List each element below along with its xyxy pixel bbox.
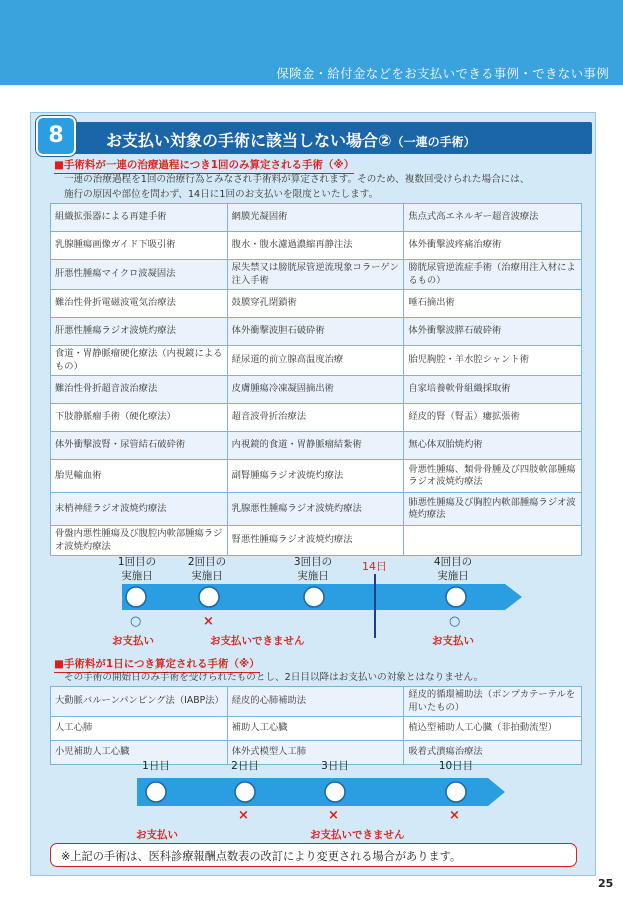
table-cell: 焦点式高エネルギー超音波療法 bbox=[404, 204, 582, 232]
tl1-label-2: 2回目の 実施日 bbox=[187, 556, 227, 582]
part2-description: その手術の開始日のみ手術を受けられたものとし、2日目以降はお支払いの対象とはなりません。 bbox=[64, 672, 484, 683]
table-cell: 尿失禁又は膀胱尿管逆流現象コラーゲン注入手術 bbox=[227, 260, 404, 290]
table-cell: 経皮的腎（腎盂）瘻拡張術 bbox=[404, 404, 582, 432]
table-cell: 難治性骨折超音波治療法 bbox=[51, 376, 228, 404]
part2-table bbox=[50, 686, 582, 765]
table-cell: 体外式模型人工肺 bbox=[227, 741, 404, 765]
table-cell: 乳腺腫瘍画像ガイド下吸引術 bbox=[51, 232, 228, 260]
table-cell: 内視鏡的食道・胃静脈瘤結紮術 bbox=[227, 432, 404, 460]
tl2-label-2: 2日目 bbox=[231, 760, 259, 772]
tl2-event-3 bbox=[325, 782, 345, 802]
tl1-ng-mark-2: × bbox=[203, 614, 214, 629]
part1-heading: ■手術料が一連の治療過程につき1回のみ算定される手術（※） bbox=[54, 157, 354, 174]
table-cell: 補助人工心臓 bbox=[227, 717, 404, 741]
table-cell: 経皮的循環補助法（ポンプカテーテルを用いたもの） bbox=[404, 687, 582, 717]
table-cell: 下肢静脈瘤手術（硬化療法） bbox=[51, 404, 228, 432]
part1-desc-line1: 一連の治療過程を1回の治療行為とみなされ手術料が算定されます。そのため、複数回受けられた場合には、 bbox=[64, 174, 530, 185]
page-number: 25 bbox=[598, 877, 614, 890]
section-subtitle: （一連の手術） bbox=[391, 135, 476, 149]
tl1-event-2 bbox=[199, 587, 219, 607]
table-cell: 自家培養軟骨組織採取術 bbox=[404, 376, 582, 404]
table-cell: 超音波骨折治療法 bbox=[227, 404, 404, 432]
tl1-event-1 bbox=[126, 587, 146, 607]
tl1-pay-4: お支払い bbox=[432, 635, 474, 647]
table-cell: 膀胱尿管逆流症手術（治療用注入材によるもの） bbox=[404, 260, 582, 290]
table-cell: 唾石摘出術 bbox=[404, 290, 582, 318]
tl1-ok-mark-1: ○ bbox=[130, 614, 142, 629]
part2-heading: ■手術料が1日につき算定される手術（※） bbox=[54, 656, 260, 673]
tl2-label-4: 10日目 bbox=[438, 760, 474, 772]
table-cell: 肝悪性腫瘍マイクロ波凝固法 bbox=[51, 260, 228, 290]
tl1-label-1: 1回目の 実施日 bbox=[117, 556, 157, 582]
table-cell: 体外衝撃波疼痛治療術 bbox=[404, 232, 582, 260]
table-cell: 末梢神経ラジオ波焼灼療法 bbox=[51, 493, 228, 526]
footnote: ※上記の手術は、医科診療報酬点数表の改訂により変更される場合があります。 bbox=[50, 843, 577, 867]
tl2-label-3: 3日目 bbox=[321, 760, 349, 772]
table-cell: 植込型補助人工心臓（非拍動流型） bbox=[404, 717, 582, 741]
tl2-label-1: 1日目 bbox=[142, 760, 170, 772]
table-cell: 吸着式潰瘍治療法 bbox=[404, 741, 582, 765]
table-cell: 皮膚腫瘍冷凍凝固摘出術 bbox=[227, 376, 404, 404]
part1-desc-line2: 施行の原因や部位を問わず、14日に1回のお支払いを限度といたします。 bbox=[64, 189, 379, 200]
table-cell: 無心体双胎焼灼術 bbox=[404, 432, 582, 460]
table-cell: 肝悪性腫瘍ラジオ波焼灼療法 bbox=[51, 318, 228, 346]
table-cell: 体外衝撃波膵石破砕術 bbox=[404, 318, 582, 346]
tl1-label-4: 4回目の 実施日 bbox=[433, 556, 473, 582]
table-cell: 骨悪性腫瘍、類骨骨腫及び四肢軟部腫瘍ラジオ波焼灼療法 bbox=[404, 460, 582, 493]
table-cell: 体外衝撃波胆石破砕術 bbox=[227, 318, 404, 346]
table-cell: 人工心肺 bbox=[51, 717, 228, 741]
tl1-ok-mark-4: ○ bbox=[449, 614, 461, 629]
table-cell: 骨盤内悪性腫瘍及び腹腔内軟部腫瘍ラジオ波焼灼療法 bbox=[51, 526, 228, 556]
table-cell: 経皮的心肺補助法 bbox=[227, 687, 404, 717]
tl1-event-3 bbox=[304, 587, 324, 607]
table-row bbox=[51, 717, 582, 741]
table-cell: 小児補助人工心臓 bbox=[51, 741, 228, 765]
table-cell: 大動脈バルーンパンピング法（IABP法） bbox=[51, 687, 228, 717]
tl2-event-1 bbox=[146, 782, 166, 802]
table-cell: 胎児胸腔・羊水腔シャント術 bbox=[404, 346, 582, 376]
tl1-14day-label: 14日 bbox=[362, 560, 387, 573]
tl2-ng-mark-3: × bbox=[328, 808, 339, 823]
section-number-badge: 8 bbox=[36, 116, 76, 156]
table-cell: 肺悪性腫瘍及び胸腔内軟部腫瘍ラジオ波焼灼療法 bbox=[404, 493, 582, 526]
table-cell: 体外衝撃波腎・尿管結石破砕術 bbox=[51, 432, 228, 460]
tl1-nopay: お支払いできません bbox=[210, 635, 305, 647]
tl2-event-4 bbox=[446, 782, 466, 802]
table-cell: 副腎腫瘍ラジオ波焼灼療法 bbox=[227, 460, 404, 493]
table-cell: 経尿道的前立腺高温度治療 bbox=[227, 346, 404, 376]
table-cell: 鼓膜穿孔閉鎖術 bbox=[227, 290, 404, 318]
section-title-main: お支払い対象の手術に該当しない場合② bbox=[106, 131, 392, 150]
tl1-event-4 bbox=[446, 587, 466, 607]
table-cell: 腎悪性腫瘍ラジオ波焼灼療法 bbox=[227, 526, 404, 556]
tl2-ng-mark-2: × bbox=[238, 808, 249, 823]
table-cell: 乳腺悪性腫瘍ラジオ波焼灼療法 bbox=[227, 493, 404, 526]
tl1-label-3: 3回目の 実施日 bbox=[293, 556, 333, 582]
tl2-ng-mark-4: × bbox=[449, 808, 460, 823]
table-cell: 食道・胃静脈瘤硬化療法（内視鏡によるもの） bbox=[51, 346, 228, 376]
table-row bbox=[51, 687, 582, 717]
tl2-event-2 bbox=[235, 782, 255, 802]
header-title: 保険金・給付金などをお支払いできる事例・できない事例 bbox=[276, 66, 609, 81]
tl1-pay-1: お支払い bbox=[112, 635, 154, 647]
table-cell: 胎児輸血術 bbox=[51, 460, 228, 493]
table-cell: 網膜光凝固術 bbox=[227, 204, 404, 232]
table-cell: 難治性骨折電磁波電気治療法 bbox=[51, 290, 228, 318]
table-cell: 腹水・腹水濾過濃縮再静注法 bbox=[227, 232, 404, 260]
tl2-nopay: お支払いできません bbox=[310, 829, 405, 841]
tl2-pay-1: お支払い bbox=[136, 829, 178, 841]
table-cell: 組織拡張器による再建手術 bbox=[51, 204, 228, 232]
